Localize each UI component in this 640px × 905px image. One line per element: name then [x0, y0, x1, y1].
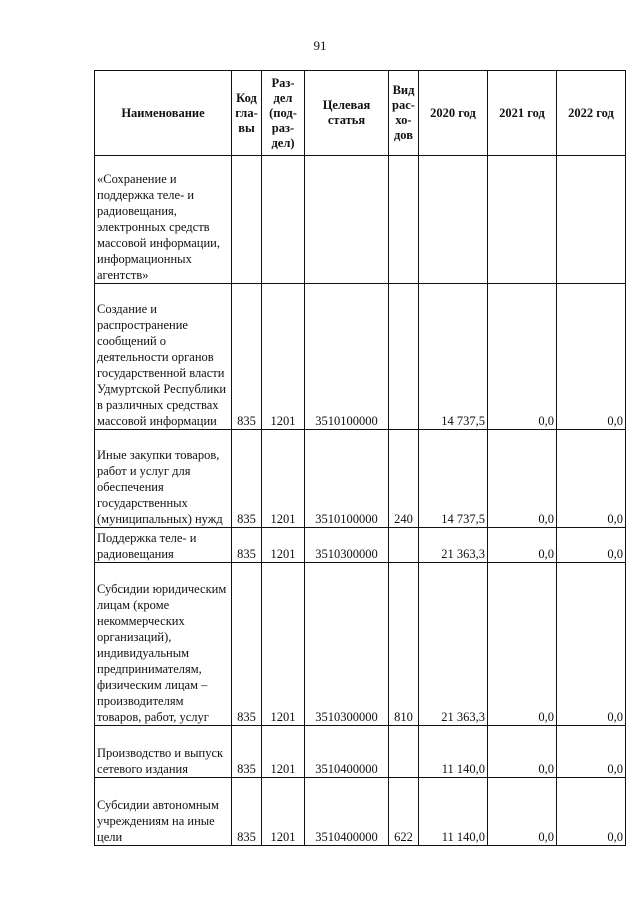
row-y2022 [557, 156, 626, 284]
row-cel: 3510300000 [305, 528, 389, 563]
row-kod: 835 [232, 284, 262, 430]
row-cel: 3510100000 [305, 430, 389, 528]
row-name-text: Поддержка теле- и радиовещания [97, 531, 197, 561]
table-row [95, 778, 626, 846]
row-razdel: 1201 [262, 430, 305, 528]
row-razdel: 1201 [262, 528, 305, 563]
row-kod: 835 [232, 726, 262, 778]
row-vid [389, 528, 419, 563]
table-row [95, 726, 626, 778]
table-row [95, 563, 626, 726]
budget-table [94, 70, 626, 846]
row-y2022: 0,0 [557, 726, 626, 778]
row-vid: 240 [389, 430, 419, 528]
table-row [95, 284, 626, 430]
row-kod: 835 [232, 778, 262, 846]
header-name: Наименование [95, 71, 232, 156]
row-y2022: 0,0 [557, 778, 626, 846]
row-cel [305, 156, 389, 284]
row-name [95, 284, 232, 430]
table-row [95, 528, 626, 563]
row-razdel: 1201 [262, 563, 305, 726]
row-y2021: 0,0 [488, 430, 557, 528]
row-name [95, 778, 232, 846]
header-y2022: 2022 год [557, 71, 626, 156]
row-razdel: 1201 [262, 284, 305, 430]
row-y2021: 0,0 [488, 778, 557, 846]
row-name [95, 726, 232, 778]
row-y2020: 21 363,3 [419, 563, 488, 726]
header-y2021: 2021 год [488, 71, 557, 156]
row-kod: 835 [232, 430, 262, 528]
header-kod: Код гла- вы [232, 71, 262, 156]
row-razdel: 1201 [262, 778, 305, 846]
row-y2020 [419, 156, 488, 284]
row-kod [232, 156, 262, 284]
header-cel: Целевая статья [305, 71, 389, 156]
row-name-text: Субсидии автономным учреждениям на иные цели [97, 798, 219, 844]
row-y2020: 14 737,5 [419, 284, 488, 430]
row-y2022: 0,0 [557, 528, 626, 563]
row-vid [389, 726, 419, 778]
row-name-text: «Сохранение и поддержка теле- и радиовещания, электронных средств массовой информации, информационных агентств» [97, 172, 220, 282]
row-name-text: Создание и распространение сообщений о деятельности органов государственной власти Удмуртской Республики в различных средствах массовой информации [97, 302, 227, 428]
row-y2022: 0,0 [557, 563, 626, 726]
header-y2020: 2020 год [419, 71, 488, 156]
header-razdel: Раз- дел (под- раз- дел) [262, 71, 305, 156]
row-name [95, 430, 232, 528]
row-y2021: 0,0 [488, 563, 557, 726]
row-vid [389, 284, 419, 430]
page-number: 91 [313, 38, 327, 53]
table-row [95, 156, 626, 284]
row-name-text: Производство и выпуск сетевого издания [97, 746, 224, 776]
row-y2021 [488, 156, 557, 284]
row-cel: 3510100000 [305, 284, 389, 430]
table-row [95, 430, 626, 528]
row-y2021: 0,0 [488, 284, 557, 430]
row-razdel: 1201 [262, 726, 305, 778]
row-y2020: 11 140,0 [419, 778, 488, 846]
row-vid: 810 [389, 563, 419, 726]
row-vid: 622 [389, 778, 419, 846]
header-vid: Вид рас- хо- дов [389, 71, 419, 156]
row-kod: 835 [232, 528, 262, 563]
row-cel: 3510400000 [305, 726, 389, 778]
row-name [95, 156, 232, 284]
row-name [95, 563, 232, 726]
row-razdel [262, 156, 305, 284]
row-y2022: 0,0 [557, 430, 626, 528]
row-name [95, 528, 232, 563]
table-header [95, 71, 626, 156]
row-y2020: 14 737,5 [419, 430, 488, 528]
row-y2021: 0,0 [488, 726, 557, 778]
row-y2020: 21 363,3 [419, 528, 488, 563]
header-row [95, 71, 626, 156]
row-kod: 835 [232, 563, 262, 726]
row-name-text: Субсидии юридическим лицам (кроме некоммерческих организаций), индивидуальным предпринимателям, физическим лицам – производителям товаров, работ, услуг [97, 582, 227, 724]
row-name-text: Иные закупки товаров, работ и услуг для обеспечения государственных (муниципальных) нужд [97, 448, 223, 526]
row-y2021: 0,0 [488, 528, 557, 563]
row-vid [389, 156, 419, 284]
row-cel: 3510400000 [305, 778, 389, 846]
row-y2022: 0,0 [557, 284, 626, 430]
row-y2020: 11 140,0 [419, 726, 488, 778]
row-cel: 3510300000 [305, 563, 389, 726]
table-body [95, 156, 626, 846]
